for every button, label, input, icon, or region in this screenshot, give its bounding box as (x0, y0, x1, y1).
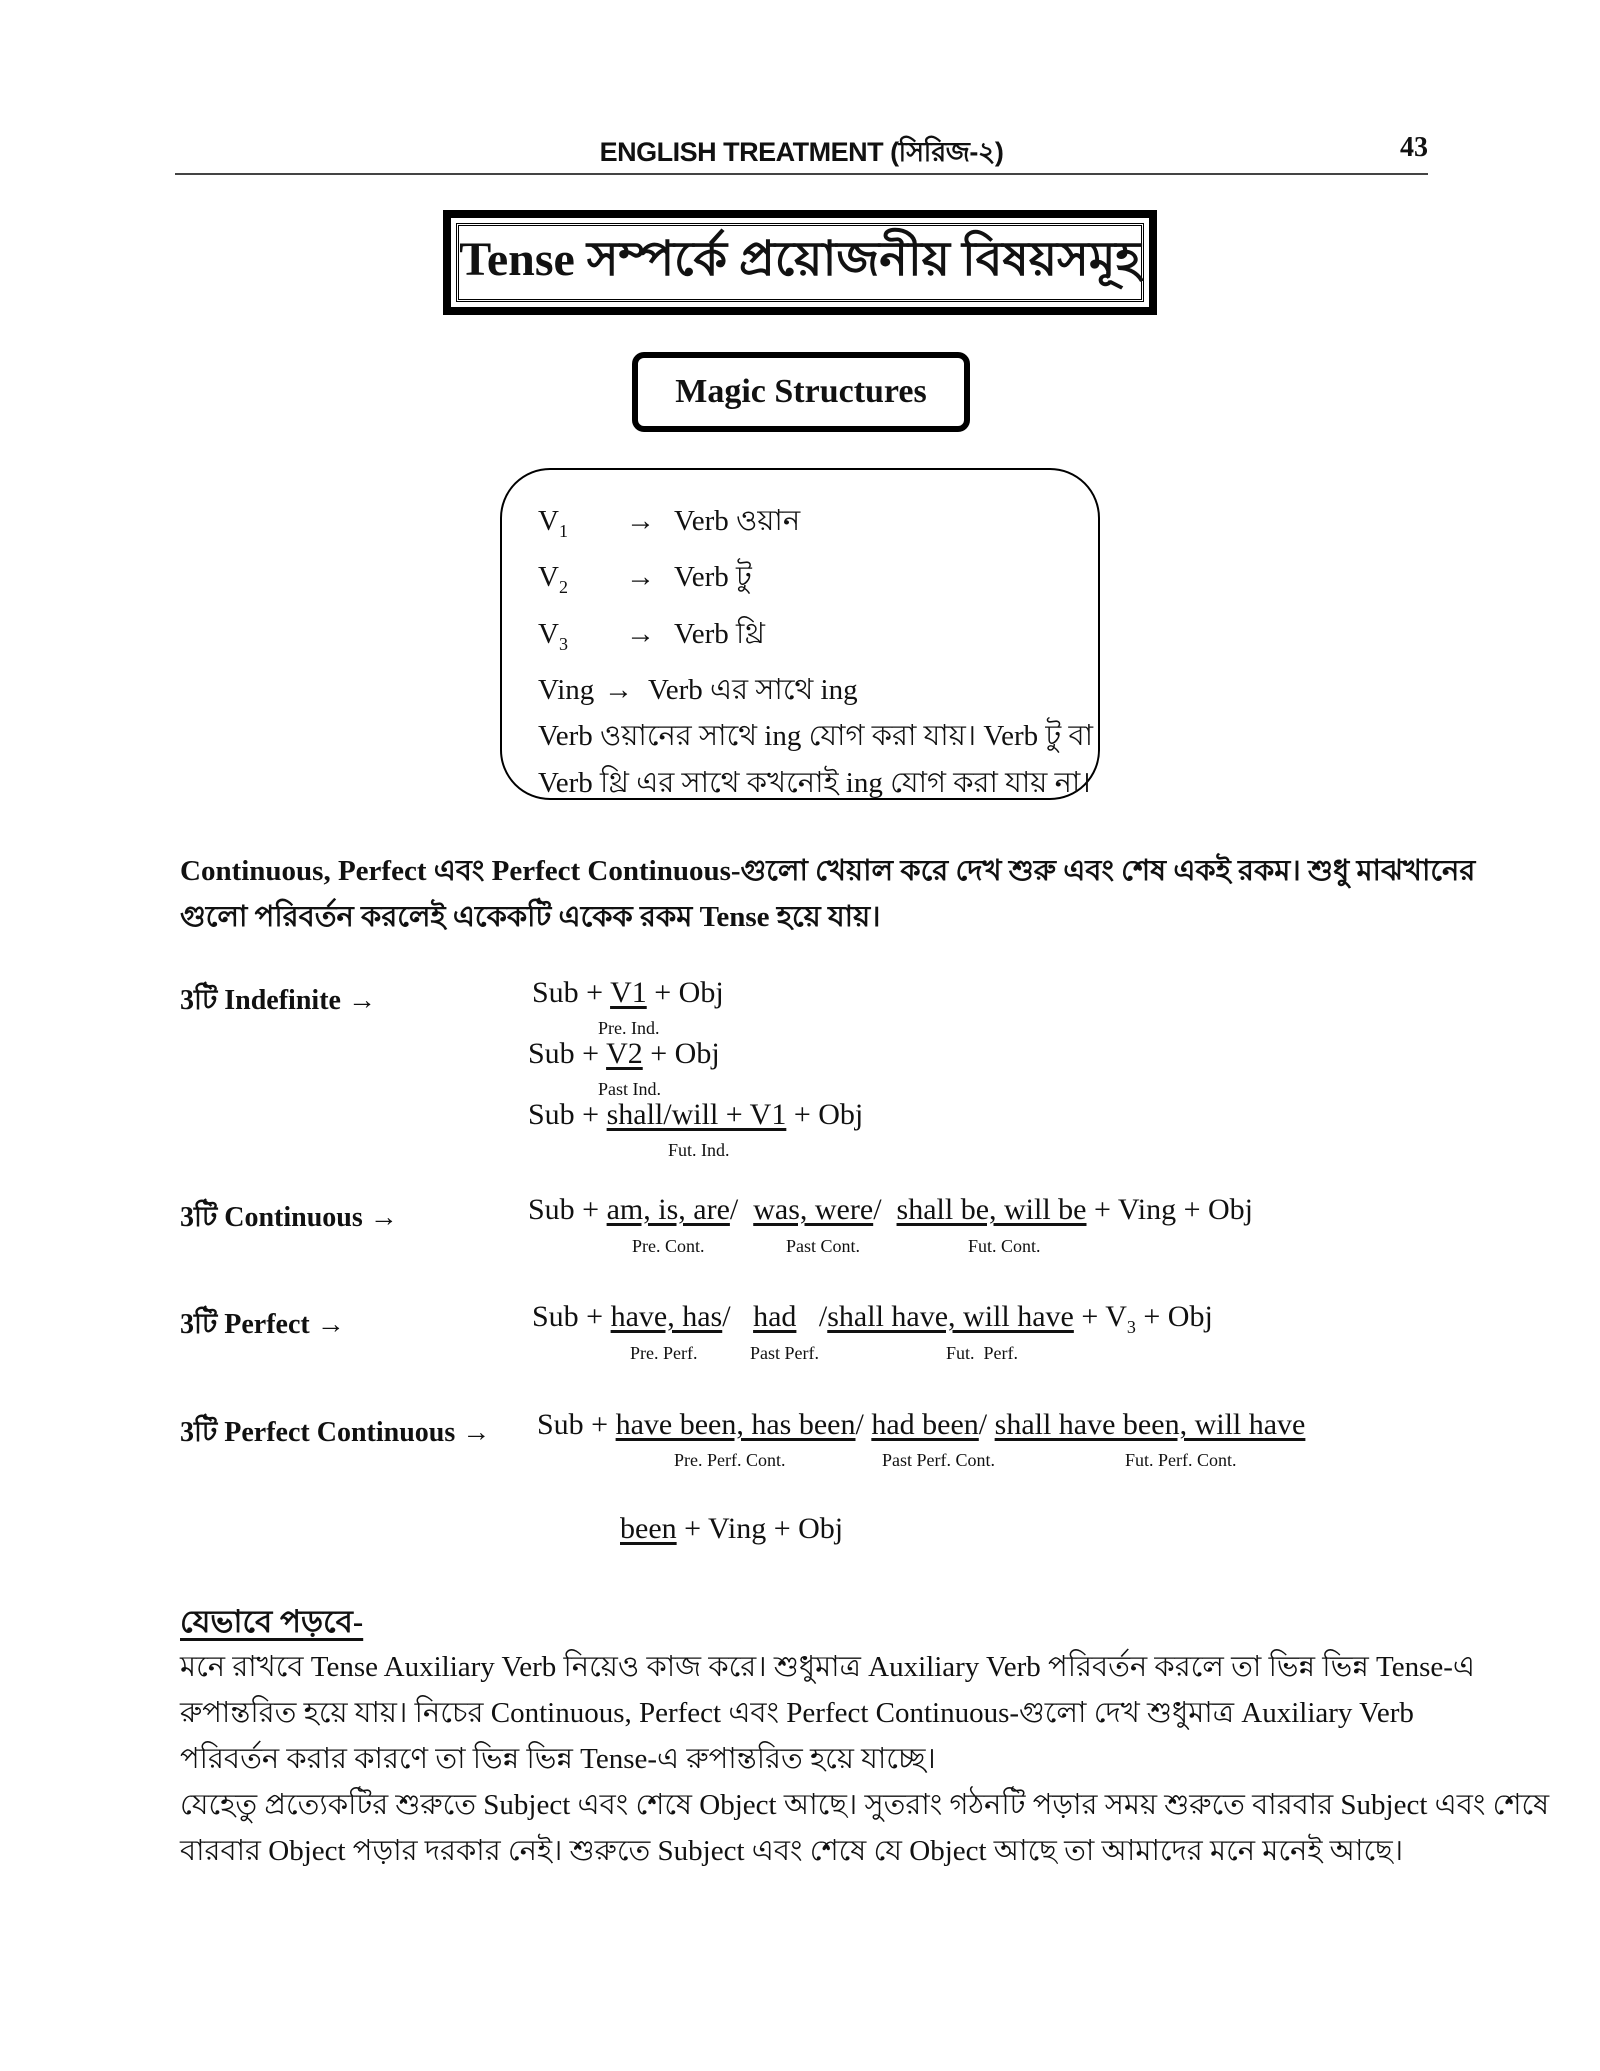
caption-present-perfect-continuous: Pre. Perf. Cont. (674, 1450, 786, 1470)
paragraph-line: মনে রাখবে Tense Auxiliary Verb নিয়েও কাজ করে। শুধুমাত্র Auxiliary Verb পরিবর্তন করলে তা ভিন্ন ভিন্ন Tense-এ (180, 1651, 1475, 1683)
caption-past-continuous: Past Cont. (786, 1236, 861, 1256)
formula-future-indefinite: Sub + shall/will + V1 + Obj (528, 1098, 864, 1131)
formula-present-indefinite: Sub + V1 + Obj (532, 976, 724, 1009)
form-meaning: Verb থ্রি (674, 617, 766, 650)
paragraph-line: যেহেতু প্রত্যেকটির শুরুতে Subject এবং শেষে Object আছে। সুতরাং গঠনটি পড়ার সময় শুরুতে বারবার Subject এবং শেষে (180, 1789, 1550, 1821)
page-number: 43 (1400, 132, 1428, 163)
arrow-icon: → (626, 561, 655, 594)
caption-future-indefinite: Fut. Ind. (668, 1140, 730, 1160)
formula-past-indefinite: Sub + V2 + Obj (528, 1037, 720, 1070)
caption-past-perfect: Past Perf. (750, 1343, 819, 1363)
form-meaning: Verb ওয়ান (674, 505, 801, 537)
paragraph-line: রুপান্তরিত হয়ে যায়। নিচের Continuous, Perfect এবং Perfect Continuous-গুলো দেখ শুধুমাত্র Auxiliary Verb (180, 1697, 1414, 1729)
tense-label-continuous: 3টি Continuous → (180, 1202, 398, 1233)
form-symbol: V (538, 561, 559, 594)
verb-form-row (538, 498, 1098, 554)
intro-paragraph (180, 848, 1476, 940)
section-label-magic-structures: Magic Structures (632, 352, 970, 432)
chapter-title: Tense সম্পর্কে প্রয়োজনীয় বিষয়সমূহ (456, 223, 1144, 302)
how-to-read-paragraph-1 (180, 1644, 1475, 1782)
verb-form-row (538, 554, 1098, 610)
caption-present-indefinite: Pre. Ind. (598, 1018, 660, 1038)
verb-forms-box (500, 468, 1100, 800)
arrow-icon: → (626, 505, 655, 537)
intro-line: গুলো পরিবর্তন করলেই একেকটি একেক রকম Tense হয়ে যায়। (180, 901, 881, 933)
how-to-read-heading: যেভাবে পড়বে- (180, 1604, 364, 1639)
formula-perfect: Sub + have, has/ had /shall have, will have + $V_3$ + Obj (532, 1300, 1213, 1337)
structures-note: Verb ওয়ানের সাথে ing যোগ করা যায়। Verb টু বা (538, 720, 1094, 753)
form-subscript: 3 (558, 633, 568, 654)
chapter-title-box (443, 210, 1157, 315)
header-divider (175, 173, 1428, 175)
verb-form-row (538, 667, 1098, 714)
tense-label-perfect: 3টি Perfect → (180, 1309, 345, 1340)
structures-note: Verb থ্রি এর সাথে কখনোই ing যোগ করা যায় না। (538, 766, 1091, 799)
formula-perfect-continuous: Sub + have been, has been/ had been/ shall have been, will have (537, 1408, 1306, 1441)
caption-present-perfect: Pre. Perf. (630, 1343, 698, 1363)
form-symbol: V (538, 505, 559, 537)
paragraph-line: বারবার Object পড়ার দরকার নেই। শুরুতে Subject এবং শেষে যে Object আছে তা আমাদের মনে মনেই আছে। (180, 1835, 1404, 1867)
formula-perfect-continuous-continuation: been + Ving + Obj (620, 1512, 844, 1545)
caption-past-perfect-continuous: Past Perf. Cont. (882, 1450, 996, 1470)
intro-line: Continuous, Perfect এবং Perfect Continuous-গুলো খেয়াল করে দেখ শুরু এবং শেষ একই রকম। শুধু মাঝখানের (180, 855, 1476, 887)
caption-future-continuous: Fut. Cont. (968, 1236, 1041, 1256)
caption-past-indefinite: Past Ind. (598, 1079, 661, 1099)
formula-continuous: Sub + am, is, are/ was, were/ shall be, will be + Ving + Obj (528, 1193, 1253, 1226)
caption-present-continuous: Pre. Cont. (632, 1236, 705, 1256)
tense-label-perfect-continuous: 3টি Perfect Continuous → (180, 1417, 491, 1448)
verb-form-row (538, 611, 1098, 667)
arrow-icon: → (626, 617, 655, 650)
form-meaning: Verb এর সাথে ing (648, 673, 858, 706)
caption-future-perfect-continuous: Fut. Perf. Cont. (1125, 1450, 1237, 1470)
form-symbol: V (538, 617, 559, 650)
form-subscript: 1 (558, 520, 568, 541)
arrow-icon: → (604, 673, 633, 706)
running-header-title: ENGLISH TREATMENT (সিরিজ-২) (599, 137, 1004, 167)
paragraph-line: পরিবর্তন করার কারণে তা ভিন্ন ভিন্ন Tense-এ রুপান্তরিত হয়ে যাচ্ছে। (180, 1743, 936, 1775)
form-subscript: 2 (558, 577, 568, 598)
caption-future-perfect: Fut. Perf. (946, 1343, 1018, 1363)
tense-label-indefinite: 3টি Indefinite → (180, 985, 376, 1016)
how-to-read-paragraph-2 (180, 1782, 1550, 1874)
form-meaning: Verb টু (674, 561, 752, 594)
form-symbol: Ving (538, 673, 595, 706)
